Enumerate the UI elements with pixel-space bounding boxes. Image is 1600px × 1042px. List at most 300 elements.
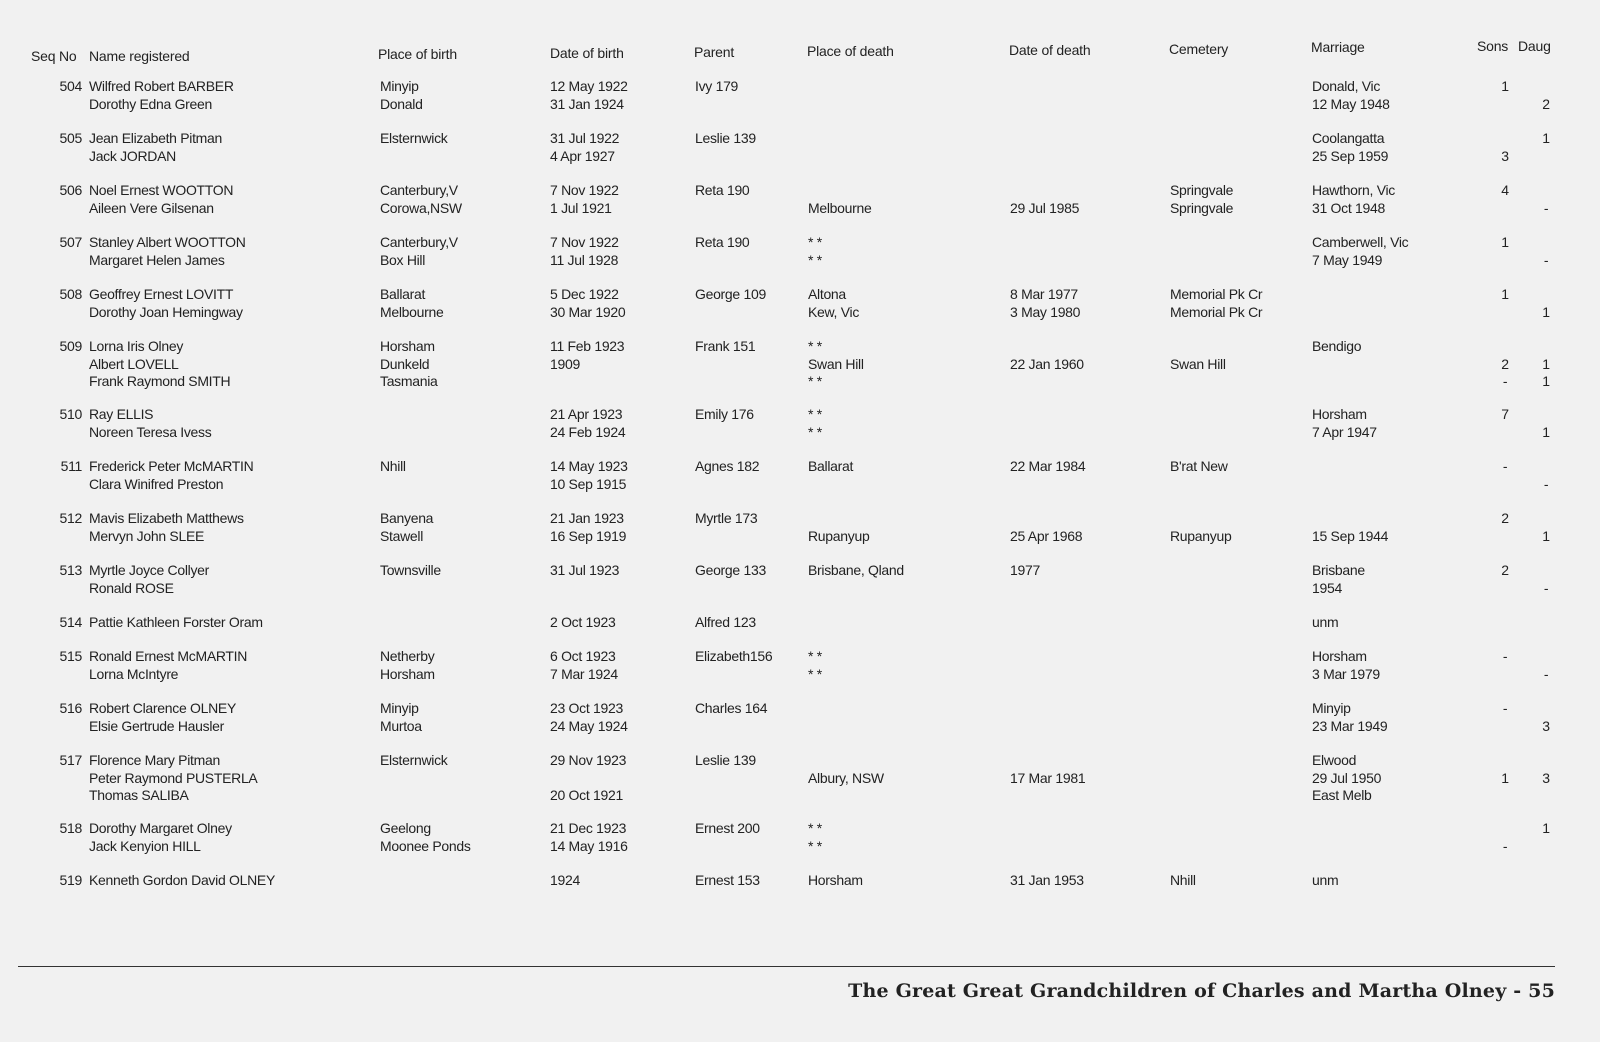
header-date-of-death: Date of death [1009, 42, 1091, 58]
place-of-birth-line: Nhill [380, 458, 406, 474]
seq-no-cell [50, 562, 82, 580]
place-of-death-line: Albury, NSW [808, 769, 884, 786]
date-of-birth-line: 5 Dec 1922 [550, 286, 619, 302]
marriage-line: Donald, Vic [1312, 78, 1381, 94]
name-registered-line: Jean Elizabeth Pitman [89, 130, 223, 146]
place-of-birth-line: Minyip [380, 700, 419, 716]
daughters-count-line: - [1543, 475, 1549, 492]
date-of-birth-line: 7 Mar 1924 [550, 665, 618, 682]
place-of-birth-cell [380, 562, 441, 580]
name-registered-cell [89, 78, 234, 113]
parent-cell [695, 130, 756, 148]
place-of-birth-line: Canterbury,V [380, 234, 458, 250]
marriage-line: 15 Sep 1944 [1312, 527, 1389, 544]
date-of-death-line [1010, 510, 1082, 528]
sons-count-cell [1495, 752, 1515, 787]
cemetery-line: Springvale [1170, 182, 1234, 198]
name-registered-cell [89, 234, 246, 269]
name-registered-line: Frederick Peter McMARTIN [89, 458, 254, 474]
daughters-count-cell [1536, 562, 1556, 597]
cemetery-line: Memorial Pk Cr [1170, 286, 1263, 302]
name-registered-line: Noreen Teresa Ivess [89, 423, 212, 440]
name-registered-line: Dorothy Edna Green [89, 95, 213, 112]
daughters-count-line: - [1543, 579, 1549, 596]
date-of-birth-line: 14 May 1916 [550, 837, 628, 854]
seq-no-line: 507 [59, 234, 82, 250]
seq-no-line: 514 [59, 614, 82, 630]
sons-count-cell [1495, 510, 1515, 528]
sons-count-line [1495, 752, 1515, 770]
date-of-birth-line: 11 Jul 1928 [550, 251, 619, 268]
daughters-count-cell [1536, 78, 1556, 113]
place-of-birth-cell [380, 648, 435, 683]
date-of-birth-line: 24 Feb 1924 [550, 423, 626, 440]
marriage-line: Bendigo [1312, 338, 1362, 354]
name-registered-line: Lorna Iris Olney [89, 338, 184, 354]
cemetery-line: B'rat New [1170, 458, 1228, 474]
seq-no-line: 509 [59, 338, 82, 354]
date-of-birth-cell [550, 872, 580, 890]
name-registered-cell [89, 458, 253, 493]
marriage-cell [1312, 872, 1338, 890]
marriage-cell [1312, 130, 1388, 165]
marriage-cell [1312, 510, 1388, 545]
daughters-count-cell [1536, 458, 1556, 493]
marriage-line: 7 Apr 1947 [1312, 423, 1377, 440]
header-date-of-birth: Date of birth [550, 45, 624, 61]
daughters-count-cell [1536, 286, 1556, 321]
marriage-line: unm [1312, 872, 1339, 888]
name-registered-line: Elsie Gertrude Hausler [89, 717, 225, 734]
parent-cell [695, 510, 757, 528]
date-of-death-cell [1010, 752, 1085, 787]
daughters-count-line [1536, 406, 1556, 424]
date-of-birth-line: 31 Jul 1922 [550, 130, 620, 146]
seq-no-cell [50, 820, 82, 838]
marriage-line: Horsham [1312, 648, 1367, 664]
date-of-death-line: 3 May 1980 [1010, 303, 1081, 320]
parent-cell [695, 234, 749, 252]
place-of-birth-cell [380, 286, 443, 321]
sons-count-line: - [1502, 458, 1508, 474]
name-registered-line: Noel Ernest WOOTTON [89, 182, 234, 198]
place-of-birth-line: Box Hill [380, 251, 426, 268]
marriage-line: 31 Oct 1948 [1312, 199, 1385, 216]
date-of-birth-line: 14 May 1923 [550, 458, 628, 474]
sons-count-cell [1495, 820, 1515, 855]
header-place-of-death: Place of death [807, 43, 894, 59]
name-registered-cell [89, 130, 222, 165]
date-of-birth-line: 1 Jul 1921 [550, 199, 612, 216]
place-of-birth-line: Stawell [380, 527, 424, 544]
name-registered-line: Kenneth Gordon David OLNEY [89, 872, 275, 888]
daughters-count-line: - [1543, 251, 1549, 268]
place-of-death-cell [808, 182, 871, 217]
daughters-count-cell [1536, 234, 1556, 269]
daughters-count-line [1536, 458, 1556, 476]
name-registered-line: Aileen Vere Gilsenan [89, 199, 214, 216]
seq-no-line: 508 [59, 286, 82, 302]
daughters-count-line [1536, 562, 1556, 580]
name-registered-line: Florence Mary Pitman [89, 752, 220, 768]
daughters-count-line [1536, 286, 1556, 304]
name-registered-cell [89, 820, 232, 855]
date-of-birth-line: 31 Jul 1923 [550, 562, 620, 578]
sons-count-line: 2 [1501, 510, 1509, 526]
seq-no-cell [50, 130, 82, 148]
daughters-count-line: 3 [1542, 717, 1550, 734]
seq-no-cell [50, 700, 82, 718]
marriage-line: Horsham [1312, 406, 1367, 422]
place-of-death-cell [808, 820, 822, 855]
marriage-cell [1312, 338, 1361, 356]
name-registered-line: Stanley Albert WOOTTON [89, 234, 246, 250]
name-registered-line: Wilfred Robert BARBER [89, 78, 234, 94]
place-of-death-cell [808, 286, 859, 321]
header-cemetery: Cemetery [1169, 41, 1229, 57]
seq-no-line: 519 [59, 872, 82, 888]
parent-line: Reta 190 [695, 234, 750, 250]
daughters-count-line [1536, 752, 1556, 770]
date-of-birth-line: 21 Apr 1923 [550, 406, 623, 422]
date-of-birth-line: 30 Mar 1920 [550, 303, 626, 320]
date-of-death-line [1010, 752, 1085, 770]
place-of-death-line: * * [808, 234, 822, 250]
parent-line: Agnes 182 [695, 458, 760, 474]
parent-cell [695, 78, 738, 96]
sons-count-line [1495, 820, 1515, 838]
name-registered-line: Ronald ROSE [89, 579, 174, 596]
sons-count-line: 1 [1501, 234, 1509, 250]
daughters-count-cell [1536, 510, 1556, 545]
date-of-death-line: 25 Apr 1968 [1010, 527, 1083, 544]
date-of-birth-line: 1924 [550, 872, 580, 888]
seq-no-line: 517 [59, 752, 82, 768]
date-of-birth-line: 11 Feb 1923 [550, 338, 625, 354]
cemetery-line: Swan Hill [1170, 355, 1226, 372]
date-of-birth-cell [550, 562, 619, 580]
sons-count-line: 2 [1501, 562, 1509, 578]
place-of-birth-line: Horsham [380, 665, 435, 682]
place-of-death-line: * * [808, 648, 822, 664]
parent-line: Ivy 179 [695, 78, 739, 94]
name-registered-line: Peter Raymond PUSTERLA [89, 769, 258, 786]
name-registered-cell [89, 614, 263, 632]
date-of-death-line: 31 Jan 1953 [1010, 872, 1084, 888]
date-of-death-line: 17 Mar 1981 [1010, 769, 1086, 786]
sons-count-line [1495, 338, 1515, 356]
header-daughters: Daug [1518, 38, 1551, 54]
place-of-death-line: Melbourne [808, 199, 872, 216]
cemetery-cell [1170, 286, 1262, 321]
date-of-birth-line: 20 Oct 1921 [550, 787, 623, 803]
daughters-count-line: 1 [1542, 373, 1550, 389]
seq-no-cell [50, 458, 82, 476]
name-registered-line: Jack JORDAN [89, 147, 176, 164]
place-of-death-line: Horsham [808, 872, 863, 888]
marriage-line: 7 May 1949 [1312, 251, 1383, 268]
seq-no-line: 511 [60, 458, 82, 474]
place-of-birth-line: Donald [380, 95, 423, 112]
place-of-birth-cell [380, 234, 458, 269]
place-of-death-cell [808, 510, 869, 545]
name-registered-line: Thomas SALIBA [89, 787, 189, 803]
daughters-count-line: 1 [1542, 130, 1550, 146]
place-of-birth-line: Dunkeld [380, 355, 430, 372]
daughters-count-line: - [1543, 665, 1549, 682]
date-of-death-line: 1977 [1010, 562, 1040, 578]
place-of-birth-cell [380, 182, 462, 217]
name-registered-line: Mavis Elizabeth Matthews [89, 510, 244, 526]
place-of-birth-cell [380, 130, 448, 148]
date-of-death-cell [1010, 182, 1079, 217]
date-of-death-line: 8 Mar 1977 [1010, 286, 1078, 302]
sons-count-cell [1495, 130, 1515, 165]
place-of-birth-line: Horsham [380, 338, 435, 354]
cemetery-line [1170, 338, 1226, 356]
date-of-birth-cell [550, 234, 619, 269]
name-registered-line: Lorna McIntyre [89, 665, 179, 682]
marriage-line: East Melb [1312, 787, 1372, 803]
name-registered-line: Jack Kenyion HILL [89, 837, 201, 854]
daughters-count-cell [1536, 182, 1556, 217]
place-of-death-line: * * [808, 820, 822, 836]
date-of-birth-cell [550, 338, 624, 373]
place-of-birth-line: Ballarat [380, 286, 426, 302]
date-of-birth-cell [550, 700, 628, 735]
cemetery-line: Nhill [1170, 872, 1196, 888]
marriage-cell [1312, 648, 1380, 683]
date-of-birth-line: 31 Jan 1924 [550, 95, 624, 112]
sons-count-cell [1495, 648, 1515, 666]
place-of-death-line: * * [808, 373, 822, 389]
daughters-count-line: 1 [1542, 820, 1550, 836]
place-of-birth-cell [380, 820, 471, 855]
parent-line: Myrtle 173 [695, 510, 758, 526]
date-of-birth-line: 23 Oct 1923 [550, 700, 623, 716]
daughters-count-line [1536, 510, 1556, 528]
name-registered-line: Myrtle Joyce Collyer [89, 562, 210, 578]
daughters-count-cell [1536, 752, 1556, 787]
sons-count-cell [1495, 234, 1515, 252]
daughters-count-line [1536, 234, 1556, 252]
place-of-birth-line: Townsville [380, 562, 441, 578]
sons-count-line: - [1502, 700, 1508, 716]
marriage-line: 3 Mar 1979 [1312, 665, 1380, 682]
header-marriage: Marriage [1311, 39, 1365, 55]
date-of-birth-line: 29 Nov 1923 [550, 752, 627, 768]
daughters-count-line [1536, 78, 1556, 96]
sons-count-cell [1495, 562, 1515, 580]
parent-cell [695, 820, 760, 838]
date-of-birth-line: 2 Oct 1923 [550, 614, 616, 630]
place-of-birth-line: Moonee Ponds [380, 837, 471, 854]
seq-no-cell [50, 648, 82, 666]
date-of-birth-cell [550, 510, 626, 545]
place-of-death-line: Ballarat [808, 458, 854, 474]
daughters-count-line [1536, 182, 1556, 200]
marriage-line: Hawthorn, Vic [1312, 182, 1395, 198]
date-of-birth-line: 4 Apr 1927 [550, 147, 615, 164]
place-of-birth-line: Minyip [380, 78, 419, 94]
name-registered-line: Ray ELLIS [89, 406, 154, 422]
name-registered-line: Dorothy Margaret Olney [89, 820, 232, 836]
date-of-death-cell [1010, 872, 1084, 890]
name-registered-cell [89, 406, 211, 441]
daughters-count-cell [1536, 700, 1556, 735]
daughters-count-line [1536, 700, 1556, 718]
date-of-death-cell [1010, 286, 1080, 321]
place-of-death-line: Rupanyup [808, 527, 870, 544]
parent-cell [695, 872, 760, 890]
sons-count-cell [1495, 78, 1515, 96]
cemetery-cell [1170, 338, 1226, 373]
daughters-count-line [1536, 648, 1556, 666]
place-of-birth-line: Banyena [380, 510, 434, 526]
sons-count-cell [1495, 182, 1515, 200]
seq-no-cell [50, 286, 82, 304]
date-of-birth-line: 16 Sep 1919 [550, 527, 627, 544]
seq-no-cell [50, 234, 82, 252]
place-of-death-line: * * [808, 338, 822, 354]
place-of-birth-line: Canterbury,V [380, 182, 458, 198]
sons-count-line: - [1502, 648, 1508, 664]
date-of-death-line: 29 Jul 1985 [1010, 199, 1080, 216]
daughters-count-line: 1 [1542, 527, 1550, 544]
seq-no-line: 505 [59, 130, 82, 146]
place-of-death-cell [808, 562, 904, 580]
marriage-line: 29 Jul 1950 [1312, 769, 1382, 786]
name-registered-line: Clara Winifred Preston [89, 475, 224, 492]
place-of-birth-line: Murtoa [380, 717, 422, 734]
date-of-birth-line: 21 Dec 1923 [550, 820, 627, 836]
header-name: Name registered [89, 48, 190, 64]
parent-line: Ernest 200 [695, 820, 760, 836]
date-of-death-cell [1010, 458, 1085, 476]
sons-count-line: 1 [1501, 78, 1509, 94]
date-of-birth-line: 1909 [550, 355, 580, 372]
place-of-birth-line: Elsternwick [380, 130, 448, 146]
place-of-birth-line: Melbourne [380, 303, 444, 320]
date-of-death-line: 22 Jan 1960 [1010, 355, 1084, 372]
marriage-cell [1312, 406, 1377, 441]
seq-no-cell [50, 872, 82, 890]
place-of-birth-cell [380, 458, 406, 476]
place-of-death-line: Swan Hill [808, 355, 864, 372]
marriage-line: 25 Sep 1959 [1312, 147, 1389, 164]
date-of-birth-line [550, 770, 626, 788]
name-registered-line: Robert Clarence OLNEY [89, 700, 236, 716]
seq-no-cell [50, 182, 82, 200]
place-of-birth-line: Corowa,NSW [380, 199, 462, 216]
date-of-birth-cell [550, 614, 616, 632]
parent-line: Frank 151 [695, 338, 756, 354]
cemetery-cell [1170, 458, 1228, 476]
parent-line: Reta 190 [695, 182, 750, 198]
date-of-birth-line: 6 Oct 1923 [550, 648, 616, 664]
sons-count-line [1495, 130, 1515, 148]
name-registered-line: Margaret Helen James [89, 251, 225, 268]
marriage-cell [1312, 752, 1381, 805]
parent-line: Emily 176 [695, 406, 754, 422]
sons-count-cell [1495, 700, 1515, 718]
name-registered-cell [89, 286, 243, 321]
parent-cell [695, 562, 766, 580]
name-registered-cell [89, 700, 236, 735]
seq-no-cell [50, 338, 82, 356]
place-of-birth-line: Netherby [380, 648, 435, 664]
place-of-birth-line: Elsternwick [380, 752, 448, 768]
place-of-birth-cell [380, 700, 422, 735]
name-registered-line: Albert LOVELL [89, 355, 179, 372]
marriage-cell [1312, 78, 1390, 113]
place-of-death-line: * * [808, 665, 822, 682]
marriage-line: Coolangatta [1312, 130, 1385, 146]
sons-count-line: 3 [1501, 147, 1509, 164]
seq-no-line: 513 [59, 562, 82, 578]
cemetery-line: Springvale [1170, 199, 1234, 216]
daughters-count-cell [1536, 406, 1556, 441]
name-registered-cell [89, 872, 275, 890]
name-registered-cell [89, 182, 233, 217]
place-of-birth-cell [380, 752, 448, 770]
name-registered-line: Dorothy Joan Hemingway [89, 303, 243, 320]
daughters-count-line: - [1543, 199, 1549, 216]
place-of-death-line: Altona [808, 286, 846, 302]
parent-line: Leslie 139 [695, 130, 756, 146]
daughters-count-cell [1536, 648, 1556, 683]
marriage-line: 1954 [1312, 579, 1342, 596]
marriage-cell [1312, 614, 1338, 632]
date-of-death-cell [1010, 338, 1084, 373]
date-of-death-line [1010, 338, 1084, 356]
date-of-birth-cell [550, 286, 625, 321]
seq-no-line: 515 [59, 648, 82, 664]
daughters-count-line: 1 [1542, 303, 1550, 320]
marriage-cell [1312, 562, 1365, 597]
place-of-death-line [808, 510, 869, 528]
page-footer: The Great Great Grandchildren of Charles and Martha Olney - 55 [848, 980, 1555, 1002]
sons-count-cell [1495, 406, 1515, 424]
date-of-birth-cell [550, 648, 618, 683]
date-of-birth-cell [550, 458, 628, 493]
seq-no-cell [50, 510, 82, 528]
date-of-birth-cell [550, 752, 626, 805]
name-registered-line: Ronald Ernest McMARTIN [89, 648, 248, 664]
place-of-death-line: * * [808, 423, 822, 440]
cemetery-line: Rupanyup [1170, 527, 1232, 544]
place-of-death-cell [808, 752, 884, 787]
parent-line: Elizabeth156 [695, 648, 773, 664]
sons-count-line: 4 [1501, 182, 1509, 198]
sons-count-line: - [1502, 373, 1508, 389]
marriage-line: Camberwell, Vic [1312, 234, 1409, 250]
name-registered-cell [89, 648, 247, 683]
place-of-death-line: * * [808, 837, 822, 854]
name-registered-line: Mervyn John SLEE [89, 527, 205, 544]
parent-cell [695, 752, 756, 770]
place-of-birth-cell [380, 510, 433, 545]
sons-count-line: 1 [1501, 769, 1509, 786]
place-of-birth-cell [380, 338, 438, 391]
marriage-cell [1312, 700, 1387, 735]
place-of-birth-line: Tasmania [380, 373, 438, 389]
place-of-death-line [808, 752, 884, 770]
parent-cell [695, 338, 755, 356]
seq-no-cell [50, 614, 82, 632]
cemetery-cell [1170, 182, 1233, 217]
place-of-death-cell [808, 338, 864, 391]
